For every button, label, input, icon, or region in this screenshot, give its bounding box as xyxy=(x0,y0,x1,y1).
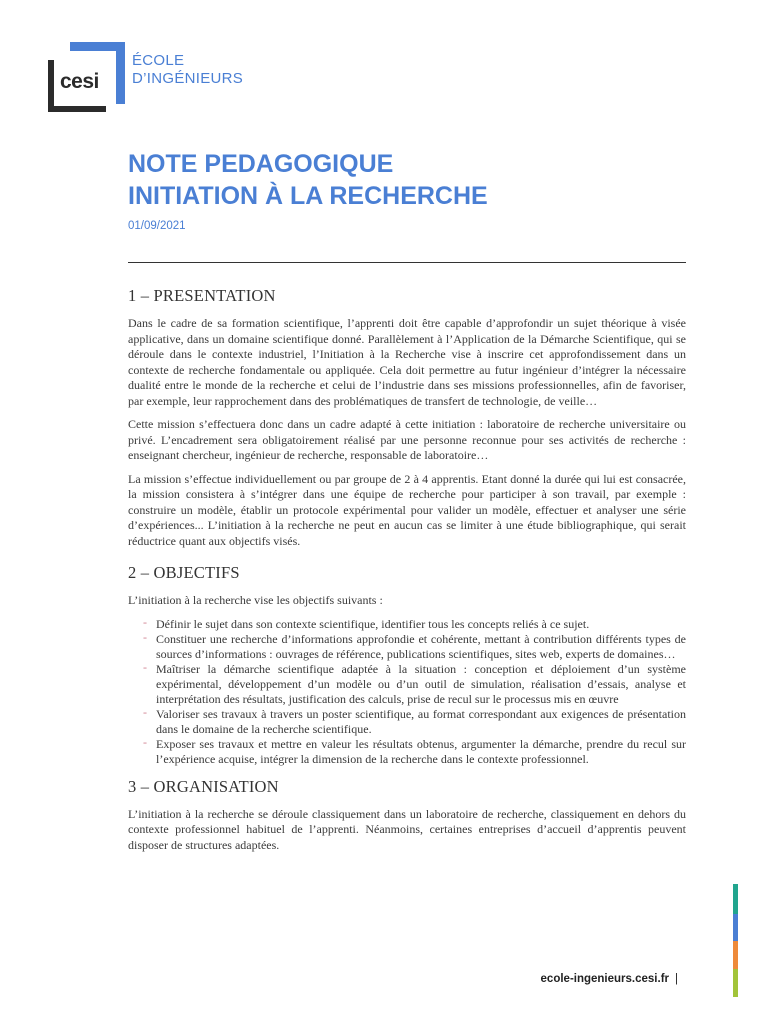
logo-school-line2: D’INGÉNIEURS xyxy=(132,70,244,87)
section-heading: 3 – ORGANISATION xyxy=(128,776,279,796)
document-body xyxy=(128,286,686,861)
section-heading: 2 – OBJECTIFS xyxy=(128,563,240,582)
color-bar-segment xyxy=(733,884,738,914)
section-objectifs xyxy=(128,563,686,767)
cesi-logo xyxy=(48,42,248,114)
paragraph: La mission s’effectue individuellement ou par groupe de 2 à 4 apprentis. Etant donné la durée qui lui est consacrée, la mission consistera à s’intégrer dans une équipe de recherche pour participer à son travail, par exemple : construire un modèle, établir un protocole expérimental pour valider un modèle, effectuer et analyser une série d’expériences... L’initiation à la recherche ne peut en aucun cas se limiter à une étude bibliographique, qui serait réductrice quant aux objectifs visés. xyxy=(128,471,686,548)
color-bar-segment xyxy=(733,941,738,969)
footer-separator: | xyxy=(675,973,678,985)
list-item: - Définir le sujet dans son contexte scientifique, identifier tous les concepts reliés à ce sujet. xyxy=(156,617,686,632)
section-organisation xyxy=(128,777,686,854)
color-bar-segment xyxy=(733,914,738,941)
title-line-1: NOTE PEDAGOGIQUE xyxy=(128,150,394,178)
list-item: - Constituer une recherche d’informations approfondie et cohérente, mettant à contribution différents types de sources d’informations : ouvrages de référence, publications scientifiques, sites web, experts de domaines… xyxy=(156,632,686,662)
logo-bar-left xyxy=(48,60,54,112)
list-item: - Valoriser ses travaux à travers un poster scientifique, au format correspondant aux exigences de présentation dans le domaine de la recherche scientifique. xyxy=(156,707,686,737)
paragraph: Dans le cadre de sa formation scientifique, l’apprenti doit être capable d’approfondir un sujet théorique à visée applicative, dans un domaine scientifique donné. Parallèlement à l’Application de la Démarche Scientifique, qui se déroule dans le contexte industriel, l’Initiation à la Recherche vise à inscrire cet approfondissement dans un contexte de recherche fondamentale ou appliquée. Cela doit permettre au futur ingénieur d’intégrer la nécessaire dualité entre le monde de la recherche et celui de l’industrie dans ses missions professionnelles, afin de favoriser, par exemple, leur rapprochement dans des problématiques de transfert de technologie, de veille… xyxy=(128,316,686,408)
title-line-2: INITIATION À LA RECHERCHE xyxy=(128,182,488,210)
paragraph: L’initiation à la recherche se déroule classiquement dans un laboratoire de recherche, classiquement en dehors du contexte professionnel habituel de l’apprenti. Néanmoins, certaines entreprises d’accueil d’apprentis peuvent disposer de structures adaptées. xyxy=(128,806,686,852)
document-title xyxy=(128,148,488,212)
section-presentation xyxy=(128,286,686,549)
logo-mark: cesi xyxy=(60,70,99,93)
paragraph: L’initiation à la recherche vise les objectifs suivants : xyxy=(128,593,383,607)
footer xyxy=(541,973,678,985)
color-bar-segment xyxy=(733,969,738,997)
logo-bar-bottom xyxy=(48,106,106,112)
title-divider xyxy=(128,262,686,263)
section-heading: 1 – PRESENTATION xyxy=(128,286,276,305)
paragraph: Cette mission s’effectuera donc dans un cadre adapté à cette initiation : laboratoire de recherche universitaire ou privé. L’encadrement sera obligatoirement réalisé par une personne reconnue pour ses activités de recherche : enseignant chercheur, ingénieur de recherche, responsable de laboratoire… xyxy=(128,417,686,462)
footer-url[interactable]: ecole-ingenieurs.cesi.fr xyxy=(540,973,669,985)
list-item: - Exposer ses travaux et mettre en valeur les résultats obtenus, argumenter la démarche, prendre du recul sur l’expérience acquise, intégrer la dimension de la recherche dans le contexte professionnel. xyxy=(156,737,686,767)
logo-bar-right xyxy=(116,42,125,104)
objectives-list xyxy=(128,617,686,767)
list-item: - Maîtriser la démarche scientifique adaptée à la situation : conception et déploiement d’un système expérimental, développement d’un modèle ou d’un outil de simulation, réalisation d’essais, analyse et interprétation des résultats, justification des calculs, prise de recul sur le processus mis en œuvre xyxy=(156,662,686,707)
logo-school xyxy=(132,52,243,88)
logo-school-line1: ÉCOLE xyxy=(132,52,185,69)
document-date: 01/09/2021 xyxy=(128,220,186,232)
